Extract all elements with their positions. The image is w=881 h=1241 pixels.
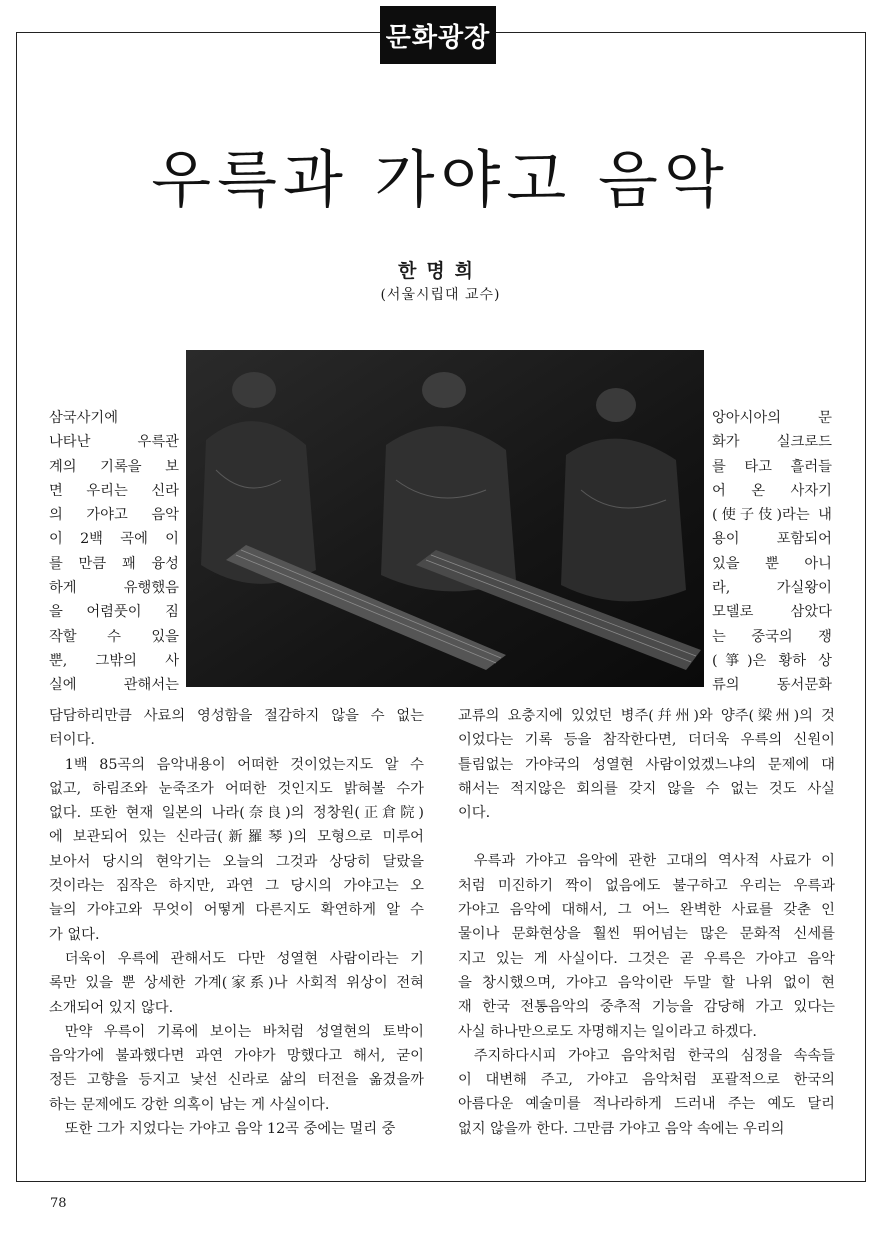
side-text-line: 뿐, 그밖의 사 bbox=[49, 652, 179, 669]
text-line: 이었다는 기록 등을 참작한다면, 더더욱 우륵의 신원이 bbox=[458, 732, 835, 749]
side-text-line: 면 우리는 신라 bbox=[49, 482, 179, 499]
text-line: 터이다. bbox=[49, 732, 95, 749]
side-text-line: (使子伎)라는 내 bbox=[712, 507, 832, 524]
side-text-line: 어 온 사자기 bbox=[712, 482, 832, 499]
text-line: 담담하리만큼 사료의 영성함을 절감하지 않을 수 없는 bbox=[49, 708, 424, 724]
frame-bottom-rule bbox=[16, 1181, 866, 1182]
text-line: 이다. bbox=[458, 805, 491, 822]
side-text-line: 있을 뿐 아니 bbox=[712, 555, 832, 572]
text-line: 가 없다. bbox=[49, 926, 100, 943]
side-text-line: 라, 가실왕이 bbox=[712, 580, 832, 597]
side-text-line: 이 2백 곡에 이 bbox=[49, 531, 179, 548]
text-line: 가야고 음악에 대해서, 그 어느 완벽한 사료를 갖춘 인 bbox=[458, 902, 835, 919]
side-text-line: 를 만큼 꽤 융성 bbox=[49, 555, 179, 572]
text-line: 우륵과 가야고 음악에 관한 고대의 역사적 사료가 이 bbox=[473, 853, 835, 870]
text-line: 정든 고향을 등지고 낯선 신라로 삶의 터전을 옮겼을까 bbox=[49, 1072, 424, 1089]
side-text-line: 하게 유행했음 bbox=[49, 580, 179, 597]
text-line: 재 한국 전통음악의 중추적 기능을 감당해 가고 있다는 bbox=[458, 999, 835, 1016]
side-text-right bbox=[712, 406, 832, 698]
text-line: 만약 우륵이 기록에 보이는 바처럼 성열현의 토박이 bbox=[64, 1023, 424, 1040]
side-text-line: (箏)은 황하 상 bbox=[712, 652, 832, 669]
text-line: 교류의 요충지에 있었던 병주(幷州)와 양주(梁州)의 것 bbox=[458, 708, 835, 724]
side-text-line: 의 가야고 음악 bbox=[49, 507, 179, 524]
text-line: 1백 85곡의 음악내용이 어떠한 것이었는지도 알 수 bbox=[64, 756, 424, 773]
side-text-line: 앙아시아의 문 bbox=[712, 410, 832, 426]
body-column-right bbox=[458, 704, 835, 1141]
side-text-line: 삼국사기에 bbox=[49, 410, 119, 426]
side-text-line: 작할 수 있을 bbox=[49, 628, 179, 645]
side-text-line: 화가 실크로드 bbox=[712, 434, 832, 451]
article-title: 우륵과 가야고 음악 bbox=[151, 143, 730, 216]
text-line: 보아서 당시의 현악기는 오늘의 그것과 상당히 달랐을 bbox=[49, 853, 424, 870]
text-line: 이 대변해 주고, 가야고 음악처럼 포괄적으로 한국의 bbox=[458, 1072, 835, 1089]
paragraph bbox=[458, 1044, 835, 1141]
side-text-left bbox=[49, 406, 179, 698]
paragraph bbox=[49, 704, 424, 753]
side-text-line: 계의 기록을 보 bbox=[49, 458, 179, 475]
text-line: 을 창시했으며, 가야고 음악이란 두말 할 나위 없이 현 bbox=[458, 974, 835, 991]
text-line: 하는 문제에도 강한 의혹이 남는 게 사실이다. bbox=[49, 1096, 330, 1113]
author-name: 한명희 bbox=[397, 260, 484, 282]
paragraph bbox=[49, 947, 424, 1020]
text-line: 더욱이 우륵에 관해서도 다만 성열현 사람이라는 기 bbox=[64, 950, 424, 967]
page-number: 78 bbox=[50, 1196, 67, 1211]
text-line: 주지하다시피 가야고 음악처럼 한국의 심정을 속속들 bbox=[473, 1047, 835, 1064]
side-text-line: 류의 동서문화 bbox=[712, 677, 832, 694]
side-text-line: 실에 관해서는 bbox=[49, 677, 179, 694]
author-affiliation: (서울시립대 교수) bbox=[380, 287, 501, 303]
text-line: 물이나 문화현상을 훨씬 뛰어넘는 많은 문화적 신세를 bbox=[458, 926, 835, 943]
text-line: 틀림없는 가야국의 성열현 사람이었겠느냐의 문제에 대 bbox=[458, 756, 835, 773]
text-line: 음악가에 불과했다면 과연 가야가 망했다고 해서, 굳이 bbox=[49, 1048, 424, 1065]
text-line: 아름다운 예술미를 적나라하게 드러내 주는 예도 달리 bbox=[458, 1096, 835, 1113]
text-line: 늘의 가야고와 무엇이 어떻게 다른지도 확연하게 알 수 bbox=[49, 902, 424, 919]
text-line: 해서는 적지않은 회의를 갖지 않을 수 없는 것도 사실 bbox=[458, 780, 835, 797]
side-text-line: 는 중국의 쟁 bbox=[712, 628, 832, 645]
section-tag: 문화광장 bbox=[380, 6, 496, 64]
side-text-line: 나타난 우륵관 bbox=[49, 434, 179, 451]
side-text-line: 을 어렴풋이 짐 bbox=[49, 604, 179, 621]
gayageum-players-photo bbox=[186, 350, 704, 687]
paragraph bbox=[49, 753, 424, 947]
side-text-line: 모델로 삼았다 bbox=[712, 604, 832, 621]
paragraph-gap bbox=[458, 825, 835, 849]
text-line: 없다. 또한 현재 일본의 나라(奈良)의 정창원(正倉院) bbox=[49, 805, 424, 822]
text-line: 록만 있을 뿐 상세한 가계(家系)나 사회적 위상이 전혀 bbox=[49, 975, 424, 992]
paragraph bbox=[458, 704, 835, 825]
paragraph bbox=[458, 849, 835, 1043]
body-column-left bbox=[49, 704, 424, 1141]
text-line: 에 보관되어 있는 신라금(新羅琴)의 모형으로 미루어 bbox=[49, 829, 424, 846]
text-line: 처럼 미진하기 짝이 없음에도 불구하고 우리는 우륵과 bbox=[458, 877, 835, 894]
text-line: 없고, 하림조와 눈죽조가 어떠한 것인지도 밝혀볼 수가 bbox=[49, 780, 424, 797]
text-line: 사실 하나만으로도 자명해지는 일이라고 하겠다. bbox=[458, 1023, 757, 1040]
text-line: 것이라는 짐작은 하지만, 과연 그 당시의 가야고는 오 bbox=[49, 878, 424, 895]
text-line: 없지 않을까 한다. 그만큼 가야고 음악 속에는 우리의 bbox=[458, 1120, 785, 1137]
paragraph bbox=[49, 1020, 424, 1117]
paragraph bbox=[49, 1117, 424, 1141]
text-line: 지고 있는 게 사실이다. 그것은 곧 우륵은 가야고 음악 bbox=[458, 950, 835, 967]
text-line: 또한 그가 지었다는 가야고 음악 12곡 중에는 멀리 중 bbox=[64, 1121, 396, 1138]
side-text-line: 를 타고 흘러들 bbox=[712, 458, 832, 475]
side-text-line: 용이 포함되어 bbox=[712, 531, 832, 548]
text-line: 소개되어 있지 않다. bbox=[49, 999, 174, 1016]
